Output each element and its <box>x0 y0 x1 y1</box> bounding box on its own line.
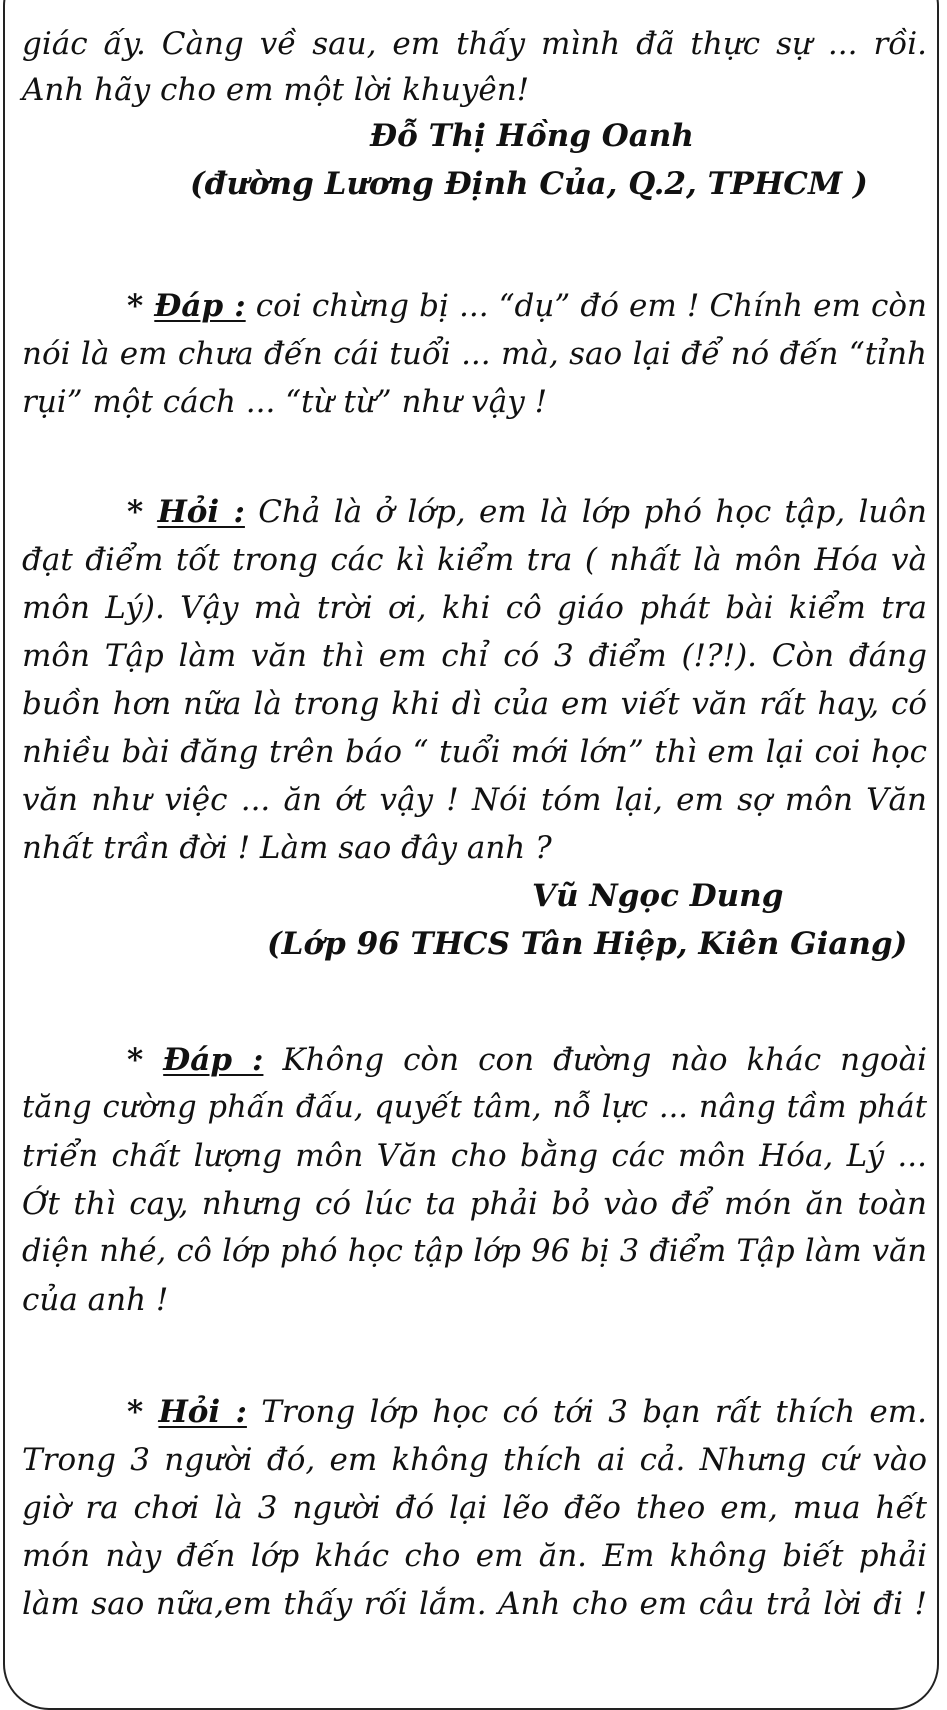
question-first-line <box>22 1392 927 1432</box>
letter-line: Anh hãy cho em một lời khuyên! <box>22 72 530 108</box>
answer-line: nói là em chưa đến cái tuổi ... mà, sao lại để nó đến “tỉnh <box>22 336 927 372</box>
signature-address: (Lớp 96 THCS Tân Hiệp, Kiên Giang) <box>267 926 908 962</box>
question-line: môn Tập làm văn thì em chỉ có 3 điểm (!?!). Còn đáng <box>22 638 927 674</box>
answer-label: Đáp : <box>154 288 246 324</box>
letter-line: giác ấy. Càng về sau, em thấy mình đã thực sự ... rồi. <box>22 26 927 62</box>
signature-address: (đường Lương Định Của, Q.2, TPHCM ) <box>190 166 868 202</box>
question-label: Hỏi : <box>157 494 245 530</box>
question-line: đạt điểm tốt trong các kì kiểm tra ( nhất là môn Hóa và <box>22 542 927 578</box>
bullet-star: * <box>127 288 155 324</box>
answer-first-line <box>22 286 927 326</box>
bullet-star: * <box>127 1394 159 1430</box>
bullet-star: * <box>127 1042 164 1078</box>
signature-name: Đỗ Thị Hồng Oanh <box>370 118 694 154</box>
answer-line: triển chất lượng môn Văn cho bằng các môn Hóa, Lý ... <box>22 1138 927 1174</box>
answer-label: Đáp : <box>163 1042 264 1078</box>
question-label: Hỏi : <box>158 1394 247 1430</box>
question-text: Trong lớp học có tới 3 bạn rất thích em. <box>246 1394 927 1430</box>
answer-text: Không còn con đường nào khác ngoài <box>263 1042 927 1078</box>
question-line: nhiều bài đăng trên báo “ tuổi mới lớn” thì em lại coi học <box>22 734 927 770</box>
question-line: Trong 3 người đó, em không thích ai cả. Nhưng cứ vào <box>22 1442 927 1478</box>
answer-line: Ớt thì cay, nhưng có lúc ta phải bỏ vào để món ăn toàn <box>22 1186 927 1222</box>
answer-line: tăng cường phấn đấu, quyết tâm, nỗ lực ... nâng tầm phát <box>22 1090 927 1125</box>
question-line: nhất trần đời ! Làm sao đây anh ? <box>22 830 552 866</box>
question-text: Chả là ở lớp, em là lớp phó học tập, luôn <box>244 494 927 530</box>
answer-line: của anh ! <box>22 1282 169 1318</box>
question-line: buồn hơn nữa là trong khi dì của em viết văn rất hay, có <box>22 686 927 722</box>
question-line: giờ ra chơi là 3 người đó lại lẽo đẽo theo em, mua hết <box>22 1490 927 1526</box>
answer-line: diện nhé, cô lớp phó học tập lớp 96 bị 3 điểm Tập làm văn <box>22 1234 927 1269</box>
answer-first-line <box>22 1040 927 1080</box>
bullet-star: * <box>127 494 158 530</box>
answer-line: rụi” một cách ... “từ từ” như vậy ! <box>22 384 548 420</box>
question-first-line <box>22 492 927 532</box>
question-line: văn như việc ... ăn ớt vậy ! Nói tóm lại, em sợ môn Văn <box>22 782 927 818</box>
question-line: món này đến lớp khác cho em ăn. Em không biết phải <box>22 1538 927 1574</box>
signature-name: Vũ Ngọc Dung <box>532 878 784 914</box>
answer-text: coi chừng bị ... “dụ” đó em ! Chính em còn <box>245 288 927 324</box>
question-line: môn Lý). Vậy mà trời ơi, khi cô giáo phát bài kiểm tra <box>22 590 927 626</box>
question-line: làm sao nữa,em thấy rối lắm. Anh cho em câu trả lời đi ! <box>22 1586 927 1622</box>
